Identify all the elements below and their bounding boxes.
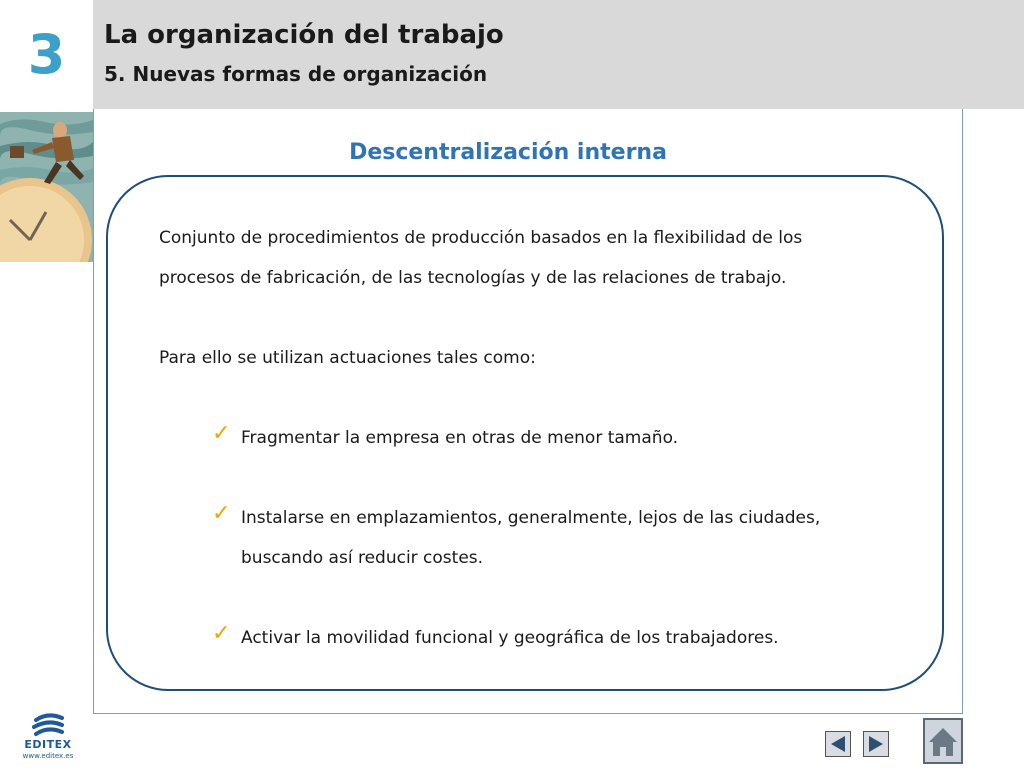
section-title: Descentralización interna [349, 140, 667, 165]
page-subtitle: 5. Nuevas formas de organización [104, 62, 488, 86]
home-button[interactable] [923, 718, 963, 764]
illustration-image [0, 112, 93, 262]
bullet-item-continuation: buscando así reducir costes. [241, 548, 484, 568]
checkmark-icon: ✓ [212, 501, 231, 526]
home-icon [925, 720, 961, 762]
checkmark-icon: ✓ [212, 421, 231, 446]
paragraph-line: procesos de fabricación, de las tecnologías y de las relaciones de trabajo. [159, 268, 787, 288]
next-button[interactable] [863, 731, 889, 757]
arrow-right-icon [864, 732, 888, 756]
bullet-item: Instalarse en emplazamientos, generalmente, lejos de las ciudades, [241, 508, 821, 528]
chapter-number: 3 [27, 23, 66, 86]
logo-url: www.editex.es [22, 752, 74, 760]
paragraph-line: Conjunto de procedimientos de producción basados en la flexibilidad de los [159, 228, 803, 248]
previous-button[interactable] [825, 731, 851, 757]
bullet-item: Fragmentar la empresa en otras de menor tamaño. [241, 428, 679, 448]
intro-text: Para ello se utilizan actuaciones tales como: [159, 348, 536, 368]
header-bar [93, 0, 1024, 109]
logo-text: EDITEX [24, 738, 72, 751]
editex-logo-icon [18, 712, 78, 738]
bullet-item: Activar la movilidad funcional y geográfica de los trabajadores. [241, 628, 779, 648]
arrow-left-icon [826, 732, 850, 756]
editex-logo [18, 712, 78, 762]
page-title: La organización del trabajo [104, 20, 504, 50]
checkmark-icon: ✓ [212, 621, 231, 646]
